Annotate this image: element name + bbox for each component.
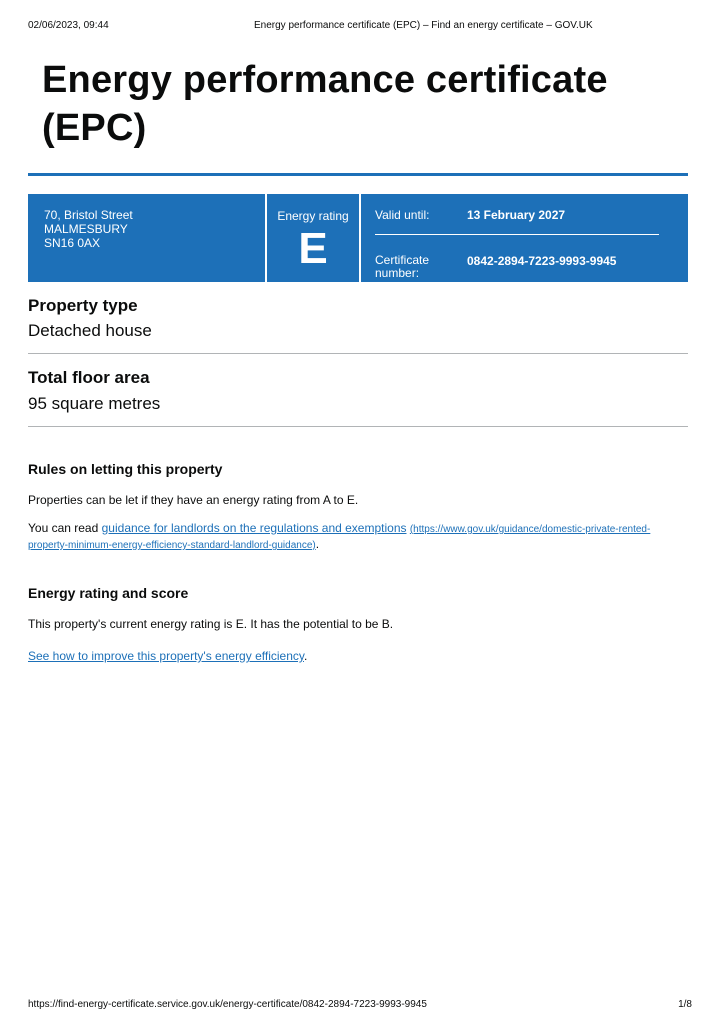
- address-line-2: MALMESBURY: [44, 222, 128, 236]
- certificate-number-value: 0842-2894-7223-9993-9945: [467, 254, 617, 268]
- valid-until-label: Valid until:: [375, 208, 430, 222]
- banner-divider-left: [265, 194, 267, 282]
- print-page-url: https://find-energy-certificate.service.gov.uk/energy-certificate/0842-2894-7223-9993-9945: [28, 999, 427, 1010]
- improve-efficiency-link[interactable]: See how to improve this property's energy efficiency: [28, 649, 304, 663]
- improve-suffix: .: [303, 649, 308, 663]
- energy-rating-paragraph: This property's current energy rating is E. It has the potential to be B.: [28, 617, 394, 631]
- certificate-number-label: Certificate number:: [375, 253, 430, 280]
- print-document-title: Energy performance certificate (EPC) – Find an energy certificate – GOV.UK: [254, 20, 593, 31]
- improve-efficiency-line: [28, 649, 688, 663]
- landlord-guidance-link[interactable]: guidance for landlords on the regulations and exemptions: [101, 521, 407, 535]
- guidance-suffix: .: [315, 537, 320, 551]
- valid-until-value: 13 February 2027: [467, 208, 566, 222]
- property-address: [44, 208, 254, 250]
- banner-divider-right: [359, 194, 361, 282]
- page-title: Energy performance certificate (EPC): [42, 59, 608, 149]
- energy-rating-score-heading: Energy rating and score: [28, 585, 189, 601]
- print-footer: [28, 999, 692, 1013]
- landlord-guidance-url[interactable]: (https://www.gov.uk/guidance/domestic-private-rented-property-minimum-energy-efficiency-standard-landlord-guidance): [28, 524, 651, 551]
- print-header: [28, 20, 696, 34]
- energy-rating-label: Energy rating: [277, 209, 349, 223]
- print-page-number: 1/8: [678, 999, 692, 1010]
- property-type-value: Detached house: [28, 321, 152, 340]
- landlord-guidance-paragraph: [28, 521, 688, 553]
- address-line-1: 70, Bristol Street: [44, 208, 133, 222]
- energy-rating-value: E: [298, 224, 328, 273]
- section-divider: [28, 353, 688, 354]
- letting-rules-paragraph: Properties can be let if they have an energy rating from A to E.: [28, 493, 359, 507]
- epc-summary-banner: [28, 194, 688, 282]
- banner-inner-divider: [375, 234, 659, 235]
- floor-area-value: 95 square metres: [28, 394, 161, 413]
- property-type-heading: Property type: [28, 296, 138, 315]
- print-datetime: 02/06/2023, 09:44: [28, 20, 109, 31]
- floor-area-heading: Total floor area: [28, 368, 150, 387]
- address-line-3: SN16 0AX: [44, 236, 101, 250]
- letting-rules-heading: Rules on letting this property: [28, 461, 223, 477]
- title-divider: [28, 173, 688, 176]
- guidance-prefix: You can read: [28, 521, 102, 535]
- section-divider: [28, 426, 688, 427]
